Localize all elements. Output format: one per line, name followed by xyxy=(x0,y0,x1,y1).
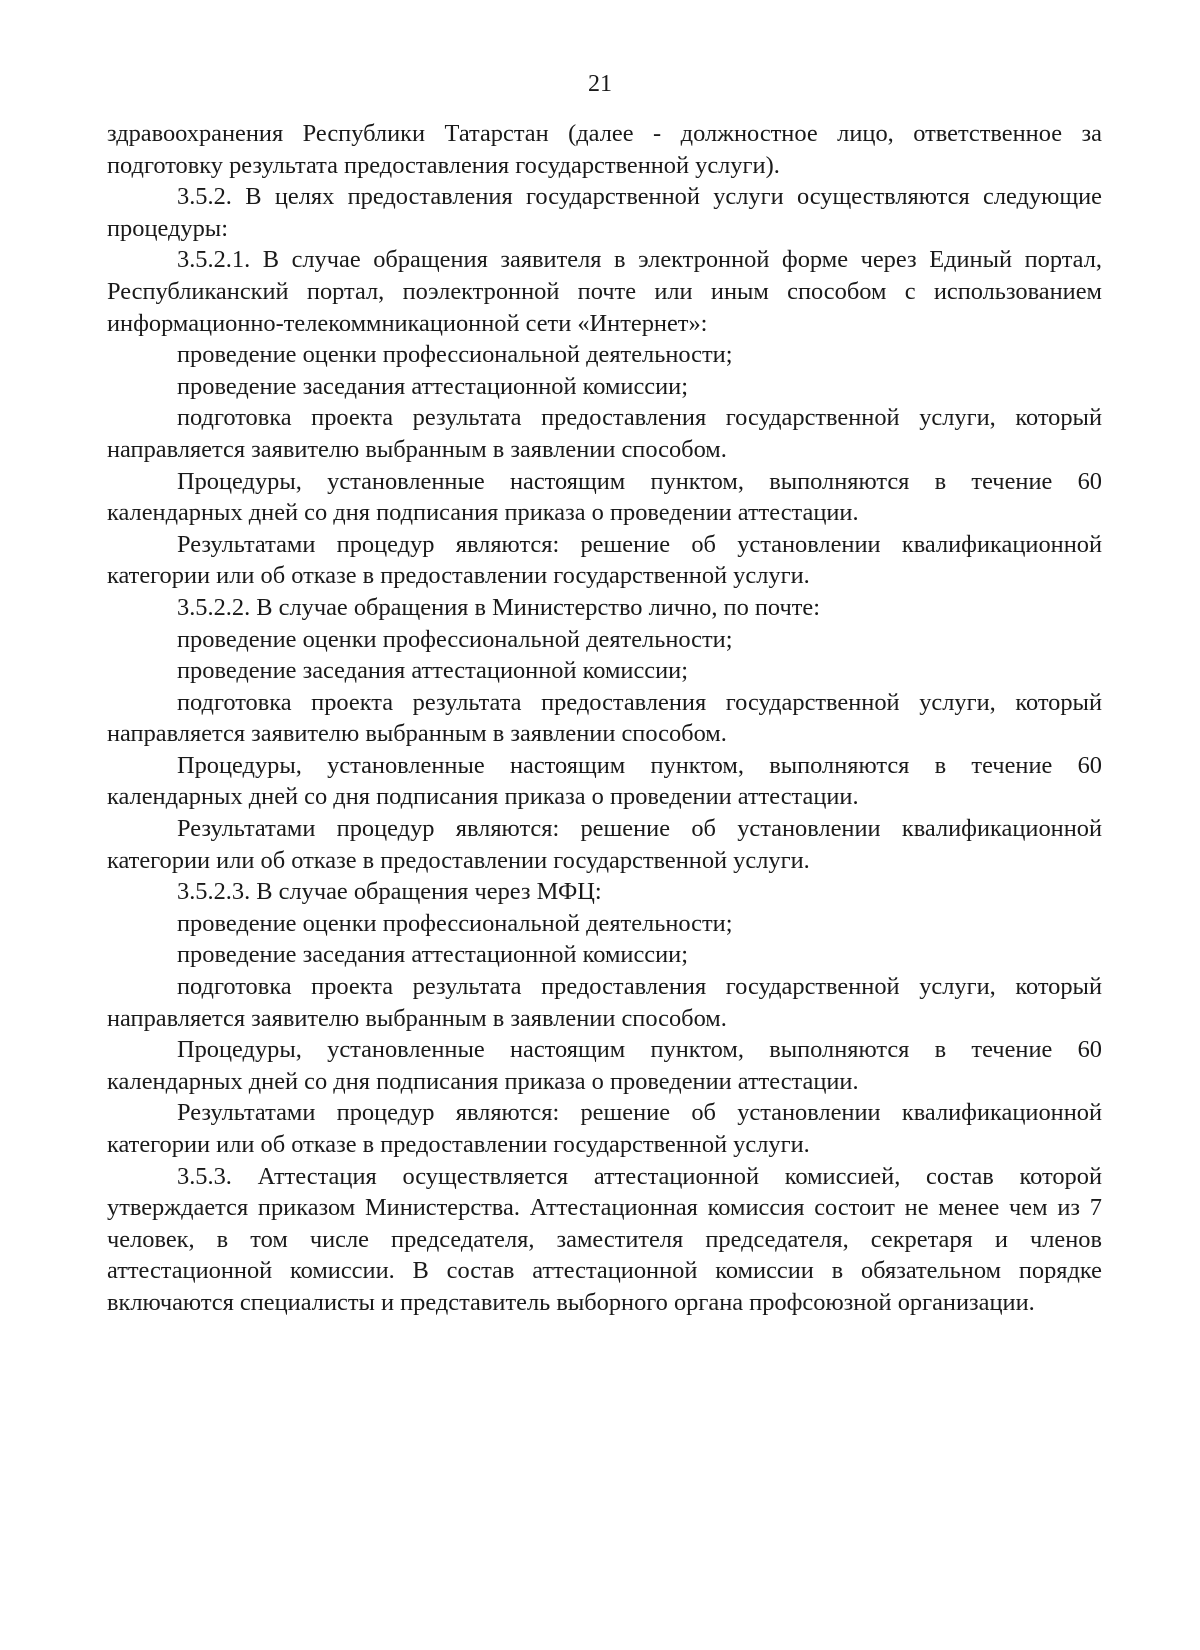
paragraph-3-5-2-1: 3.5.2.1. В случае обращения заявителя в электронной форме через Единый портал, Республиканский портал, поэлектронной почте или иным способом с использованием информационно-телекоммникационной сети «Интернет»: xyxy=(107,246,1102,337)
procedure-term-paragraph: Процедуры, установленные настоящим пунктом, выполняются в течение 60 календарных дней со дня подписания приказа о проведении аттестации. xyxy=(107,1036,1102,1095)
procedure-term-paragraph: Процедуры, установленные настоящим пунктом, выполняются в течение 60 календарных дней со дня подписания приказа о проведении аттестации. xyxy=(107,751,1102,811)
paragraph-3-5-2-3: 3.5.2.3. В случае обращения через МФЦ: xyxy=(177,878,602,906)
document-body xyxy=(107,118,1102,1319)
procedure-item: подготовка проекта результата предоставления государственной услуги, который направляется заявителю выбранным в заявлении способом. xyxy=(107,973,1102,1032)
procedure-item: подготовка проекта результата предоставления государственной услуги, который направляется заявителю выбранным в заявлении способом. xyxy=(107,404,1102,463)
procedure-item: проведение оценки профессиональной деятельности; xyxy=(177,341,733,369)
page-number: 21 xyxy=(588,71,612,97)
procedure-item: проведение заседания аттестационной комиссии; xyxy=(177,657,688,685)
procedure-item: проведение оценки профессиональной деятельности; xyxy=(177,909,733,937)
procedure-results-paragraph: Результатами процедур являются: решение об установлении квалификационной категории или об отказе в предоставлении государственной услуги. xyxy=(107,815,1102,874)
procedure-item: проведение заседания аттестационной комиссии; xyxy=(177,372,688,400)
paragraph-3-5-2-2: 3.5.2.2. В случае обращения в Министерство лично, по почте: xyxy=(177,593,821,621)
procedure-results-paragraph: Результатами процедур являются: решение об установлении квалификационной категории или об отказе в предоставлении государственной услуги. xyxy=(107,1099,1102,1158)
paragraph-3-5-2: 3.5.2. В целях предоставления государственной услуги осуществляются следующие процедуры: xyxy=(107,183,1102,242)
paragraph-continuation: здравоохранения Республики Татарстан (далее - должностное лицо, ответственное за подготовку результата предоставления государственной услуги). xyxy=(107,120,1102,179)
procedure-item: проведение заседания аттестационной комиссии; xyxy=(177,941,688,969)
paragraph-3-5-3: 3.5.3. Аттестация осуществляется аттестационной комиссией, состав которой утверждается приказом Министерства. Аттестационная комиссия состоит не менее чем из 7 человек, в том числе председателя, заместителя председателя, секретаря и членов аттестационной комиссии. В состав аттестационной комиссии в обязательном порядке включаются специалисты и представитель выборного органа профсоюзной организации. xyxy=(107,1162,1102,1316)
procedure-item: подготовка проекта результата предоставления государственной услуги, который направляется заявителю выбранным в заявлении способом. xyxy=(107,688,1102,748)
procedure-results-paragraph: Результатами процедур являются: решение об установлении квалификационной категории или об отказе в предоставлении государственной услуги. xyxy=(107,530,1102,590)
procedure-term-paragraph: Процедуры, установленные настоящим пунктом, выполняются в течение 60 календарных дней со дня подписания приказа о проведении аттестации. xyxy=(107,467,1102,527)
procedure-item: проведение оценки профессиональной деятельности; xyxy=(177,625,733,653)
